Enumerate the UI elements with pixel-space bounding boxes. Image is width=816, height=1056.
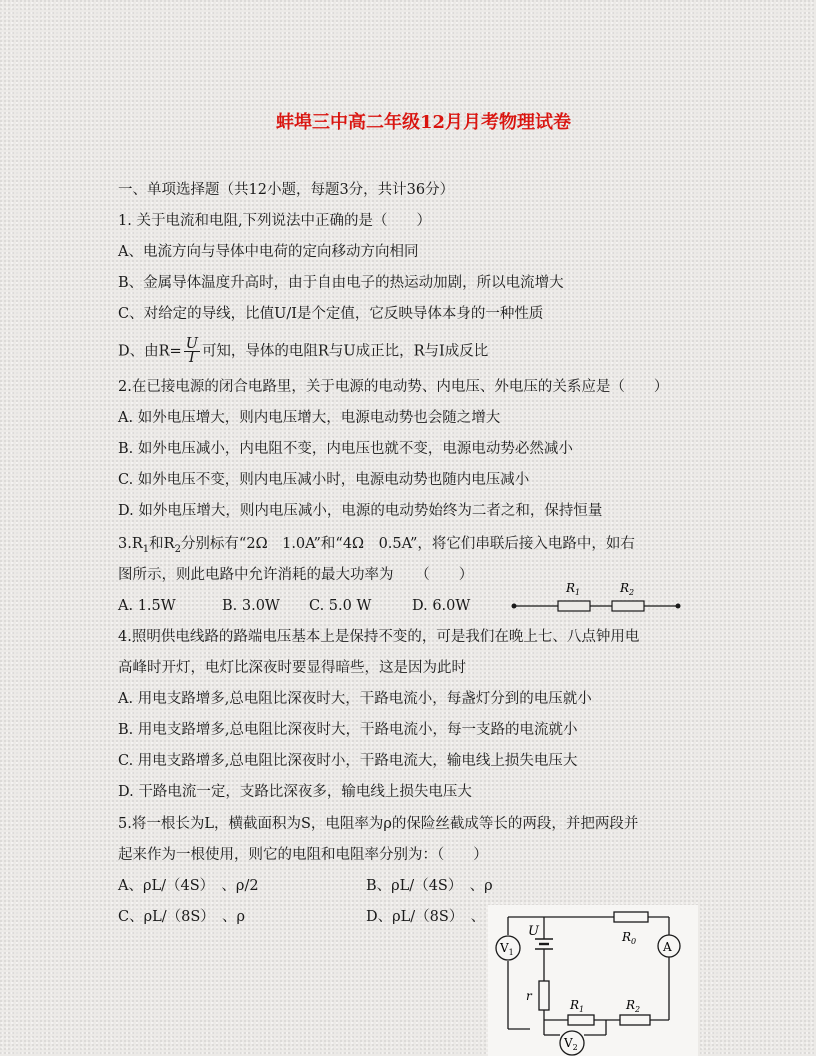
emf-label: U <box>528 924 539 939</box>
q3-stem-part: 和R <box>149 536 175 552</box>
q2-option-d: D. 如外电压增大，则内电压减小，电源的电动势始终为二者之和，保持恒量 <box>118 503 603 519</box>
q3-subscript-1: 1 <box>142 543 150 555</box>
v2-label: $V_2$ <box>564 1036 578 1052</box>
q3-stem-line2: 图所示，则此电路中允许消耗的最大功率为 （ ） <box>118 567 474 583</box>
q1-option-c: C、对给定的导线，比值U/I是个定值，它反映导体本身的一种性质 <box>118 306 544 322</box>
terminal-dot <box>512 604 517 609</box>
q1-stem: 1. 关于电流和电阻,下列说法中正确的是（ ） <box>118 213 432 229</box>
q4-stem: 4.照明供电线路的路端电压基本上是保持不变的，可是我们在晚上七、八点钟用电 <box>118 629 640 645</box>
r2-label: $R_2$ <box>626 998 641 1014</box>
q5-option-c: C、ρL/（8S） 、ρ <box>118 909 246 925</box>
q4-option-a: A. 用电支路增多,总电阻比深夜时大，干路电流小，每盏灯分到的电压就小 <box>118 691 592 707</box>
r1-label: $R_1$ <box>570 998 585 1014</box>
resistor-r1-symbol <box>558 601 590 611</box>
ammeter-label: A <box>663 940 672 954</box>
q2-stem: 2.在已接电源的闭合电路里，关于电源的电动势、内电压、外电压的关系应是（ ） <box>118 379 669 395</box>
q5-option-a: A、ρL/（4S） 、ρ/2 <box>118 878 259 894</box>
q4-option-b: B. 用电支路增多,总电阻比深夜时大，干路电流小，每一支路的电流就小 <box>118 722 578 738</box>
series-resistor-figure <box>508 576 684 616</box>
terminal-dot <box>676 604 681 609</box>
q4-stem-line2: 高峰时开灯，电灯比深夜时要显得暗些，这是因为此时 <box>118 660 466 676</box>
q3-option-b: B. 3.0W <box>222 598 280 614</box>
page-title: 蚌埠三中高二年级12月月考物理试卷 <box>276 112 572 133</box>
q2-option-c: C. 如外电压不变，则内电压减小时，电源电动势也随内电压减小 <box>118 472 530 488</box>
q4-option-c: C. 用电支路增多,总电阻比深夜时小，干路电流大，输电线上损失电压大 <box>118 753 578 769</box>
q1-option-a: A、电流方向与导体中电荷的定向移动方向相同 <box>118 244 419 260</box>
resistor-r2-symbol <box>620 1015 650 1025</box>
q1-option-b: B、金属导体温度升高时，由于自由电子的热运动加剧，所以电流增大 <box>118 275 564 291</box>
q5-stem-line2: 起来作为一根使用，则它的电阻和电阻率分别为：（ ） <box>118 847 488 863</box>
q3-stem-part: 分别标有“2Ω 1.0A”和“4Ω 0.5A”，将它们串联后接入电路中，如右 <box>180 536 635 552</box>
q1-option-d-suffix: 可知，导体的电阻R与U成正比，R与I成反比 <box>201 343 489 360</box>
fraction-denominator: I <box>188 350 195 366</box>
resistor-r2-symbol <box>612 601 644 611</box>
fraction-numerator: U <box>185 336 198 352</box>
r1-label: $R_1$ <box>566 581 581 597</box>
r0-label: $R_0$ <box>622 930 637 946</box>
circuit-diagram <box>488 905 698 1056</box>
diagram-background <box>488 905 698 1056</box>
q4-option-d: D. 干路电流一定，支路比深夜多，输电线上损失电压大 <box>118 784 472 800</box>
internal-resistance-label: r <box>526 989 532 1003</box>
q5-option-b: B、ρL/（4S） 、ρ <box>366 878 493 894</box>
q2-option-a: A. 如外电压增大，则内电压增大，电源电动势也会随之增大 <box>118 410 501 426</box>
q3-subscript-2: 2 <box>174 543 181 555</box>
r2-label: $R_2$ <box>620 581 635 597</box>
fraction-u-over-i <box>184 338 200 365</box>
q2-option-b: B. 如外电压减小，内电阻不变，内电压也就不变，电源电动势必然减小 <box>118 441 573 457</box>
q1-option-d-prefix: D、由R= <box>118 343 182 360</box>
q5-stem: 5.将一根长为L，横截面积为S，电阻率为ρ的保险丝截成等长的两段，并把两段并 <box>118 816 639 832</box>
q3-option-a: A. 1.5W <box>118 598 176 614</box>
resistor-r0-symbol <box>614 912 648 922</box>
q3-stem <box>118 534 635 560</box>
section-heading: 一、单项选择题（共12小题，每题3分，共计36分） <box>118 182 455 198</box>
q5-option-d: D、ρL/（8S） 、 <box>366 909 486 925</box>
internal-resistor-symbol <box>539 981 549 1010</box>
v1-label: $V_1$ <box>500 941 514 957</box>
resistor-r1-symbol <box>568 1015 594 1025</box>
q3-stem-part: 3.R <box>118 536 143 552</box>
q1-option-d <box>118 338 488 365</box>
q3-option-d: D. 6.0W <box>412 598 471 614</box>
q3-option-c: C. 5.0 W <box>309 598 372 614</box>
